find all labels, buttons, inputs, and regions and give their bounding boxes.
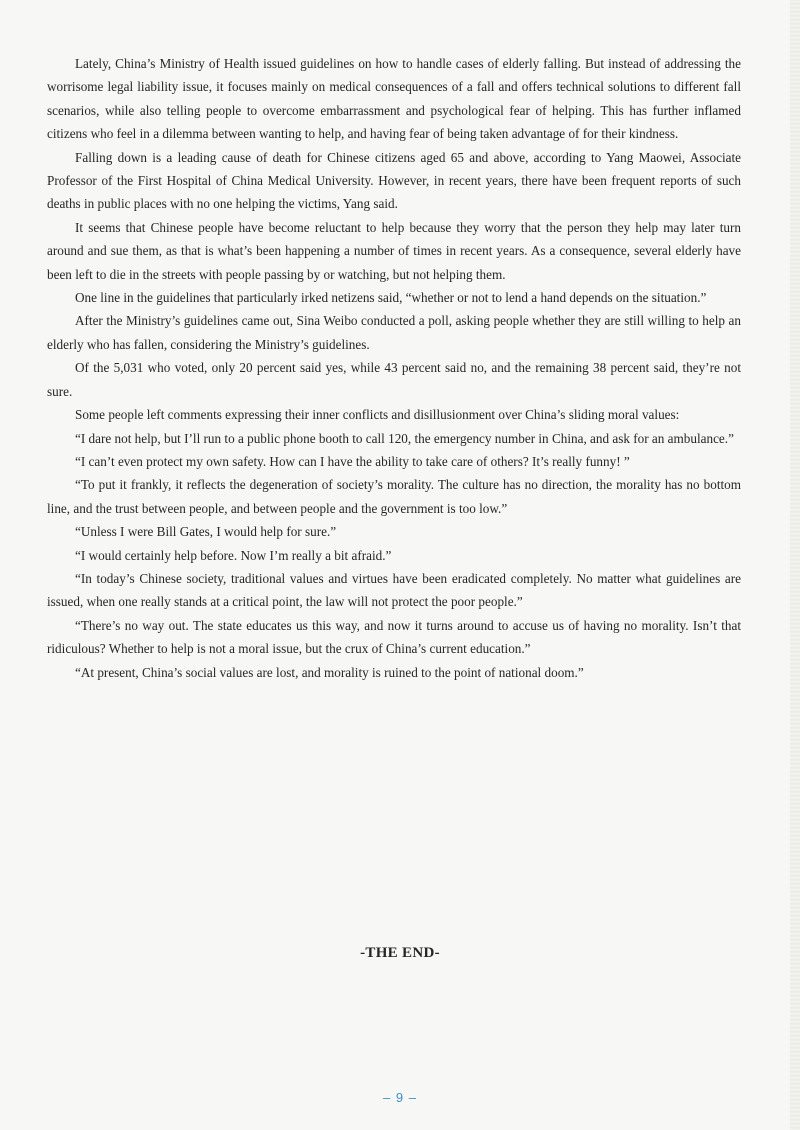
quote-afraid: “I would certainly help before. Now I’m really a bit afraid.” [75,547,392,563]
quote-bill-gates: “Unless I were Bill Gates, I would help for sure.” [75,524,337,540]
paragraph-reluctant-to-help: It seems that Chinese people have become reluctant to help because they worry that the person they help may later turn around and sue them, as that is what’s been happening a number of times in recent years. As a consequence, several elderly have been left to die in the streets with people passing by or watching, but not helping them. [47,219,741,282]
article-body [47,52,741,684]
end-marker: -THE END- [360,945,440,961]
paragraph-ministry-guidelines: Lately, China’s Ministry of Health issued guidelines on how to handle cases of elderly falling. But instead of addressing the worrisome legal liability issue, it focuses mainly on medical consequences of a fall and offers technical solutions to different fall scenarios, while also telling people to overcome embarrassment and psychological fear of helping. This has further inflamed citizens who feel in a dilemma between wanting to help, and having fear of being taken advantage of for their kindness. [47,56,741,142]
paragraph-irked-netizens: One line in the guidelines that particularly irked netizens said, “whether or not to lend a hand depends on the situation.” [75,290,707,306]
paragraph-poll-results: Of the 5,031 who voted, only 20 percent said yes, while 43 percent said no, and the remaining 38 percent said, they’re not sure. [47,360,741,399]
quote-no-way-out: “There’s no way out. The state educates us this way, and now it turns around to accuse us of having no morality. Isn’t that ridiculous? Whether to help is not a moral issue, but the crux of China’s current education.” [47,617,741,657]
quote-own-safety: “I can’t even protect my own safety. How can I have the ability to take care of others? It’s really funny! ” [75,453,630,469]
quote-public-phone: “I dare not help, but I’ll run to a public phone booth to call 120, the emergency number in China, and ask for an ambulance.” [75,430,734,446]
quote-values-eradicated: “In today’s Chinese society, traditional values and virtues have been eradicated completely. No matter what guidelines are issued, when one really stands at a critical point, the law will not protect the poor people.” [47,570,741,610]
quote-degeneration: “To put it frankly, it reflects the degeneration of society’s morality. The culture has no direction, the morality has no bottom line, and the trust between people, and between people and the government is too low.” [47,477,741,516]
quote-national-doom: “At present, China’s social values are lost, and morality is ruined to the point of national doom.” [75,664,584,680]
paragraph-falling-leading-cause: Falling down is a leading cause of death for Chinese citizens aged 65 and above, according to Yang Maowei, Associate Professor of the First Hospital of China Medical University. However, in recent years, there have been frequent reports of such deaths in public places with no one helping the victims, Yang said. [47,149,741,212]
paragraph-comments-intro: Some people left comments expressing their inner conflicts and disillusionment over China’s sliding moral values: [75,407,680,423]
paragraph-weibo-poll: After the Ministry’s guidelines came out, Sina Weibo conducted a poll, asking people whether they are still willing to help an elderly who has fallen, considering the Ministry’s guidelines. [47,313,741,352]
page-number: – 9 – [383,1090,417,1105]
